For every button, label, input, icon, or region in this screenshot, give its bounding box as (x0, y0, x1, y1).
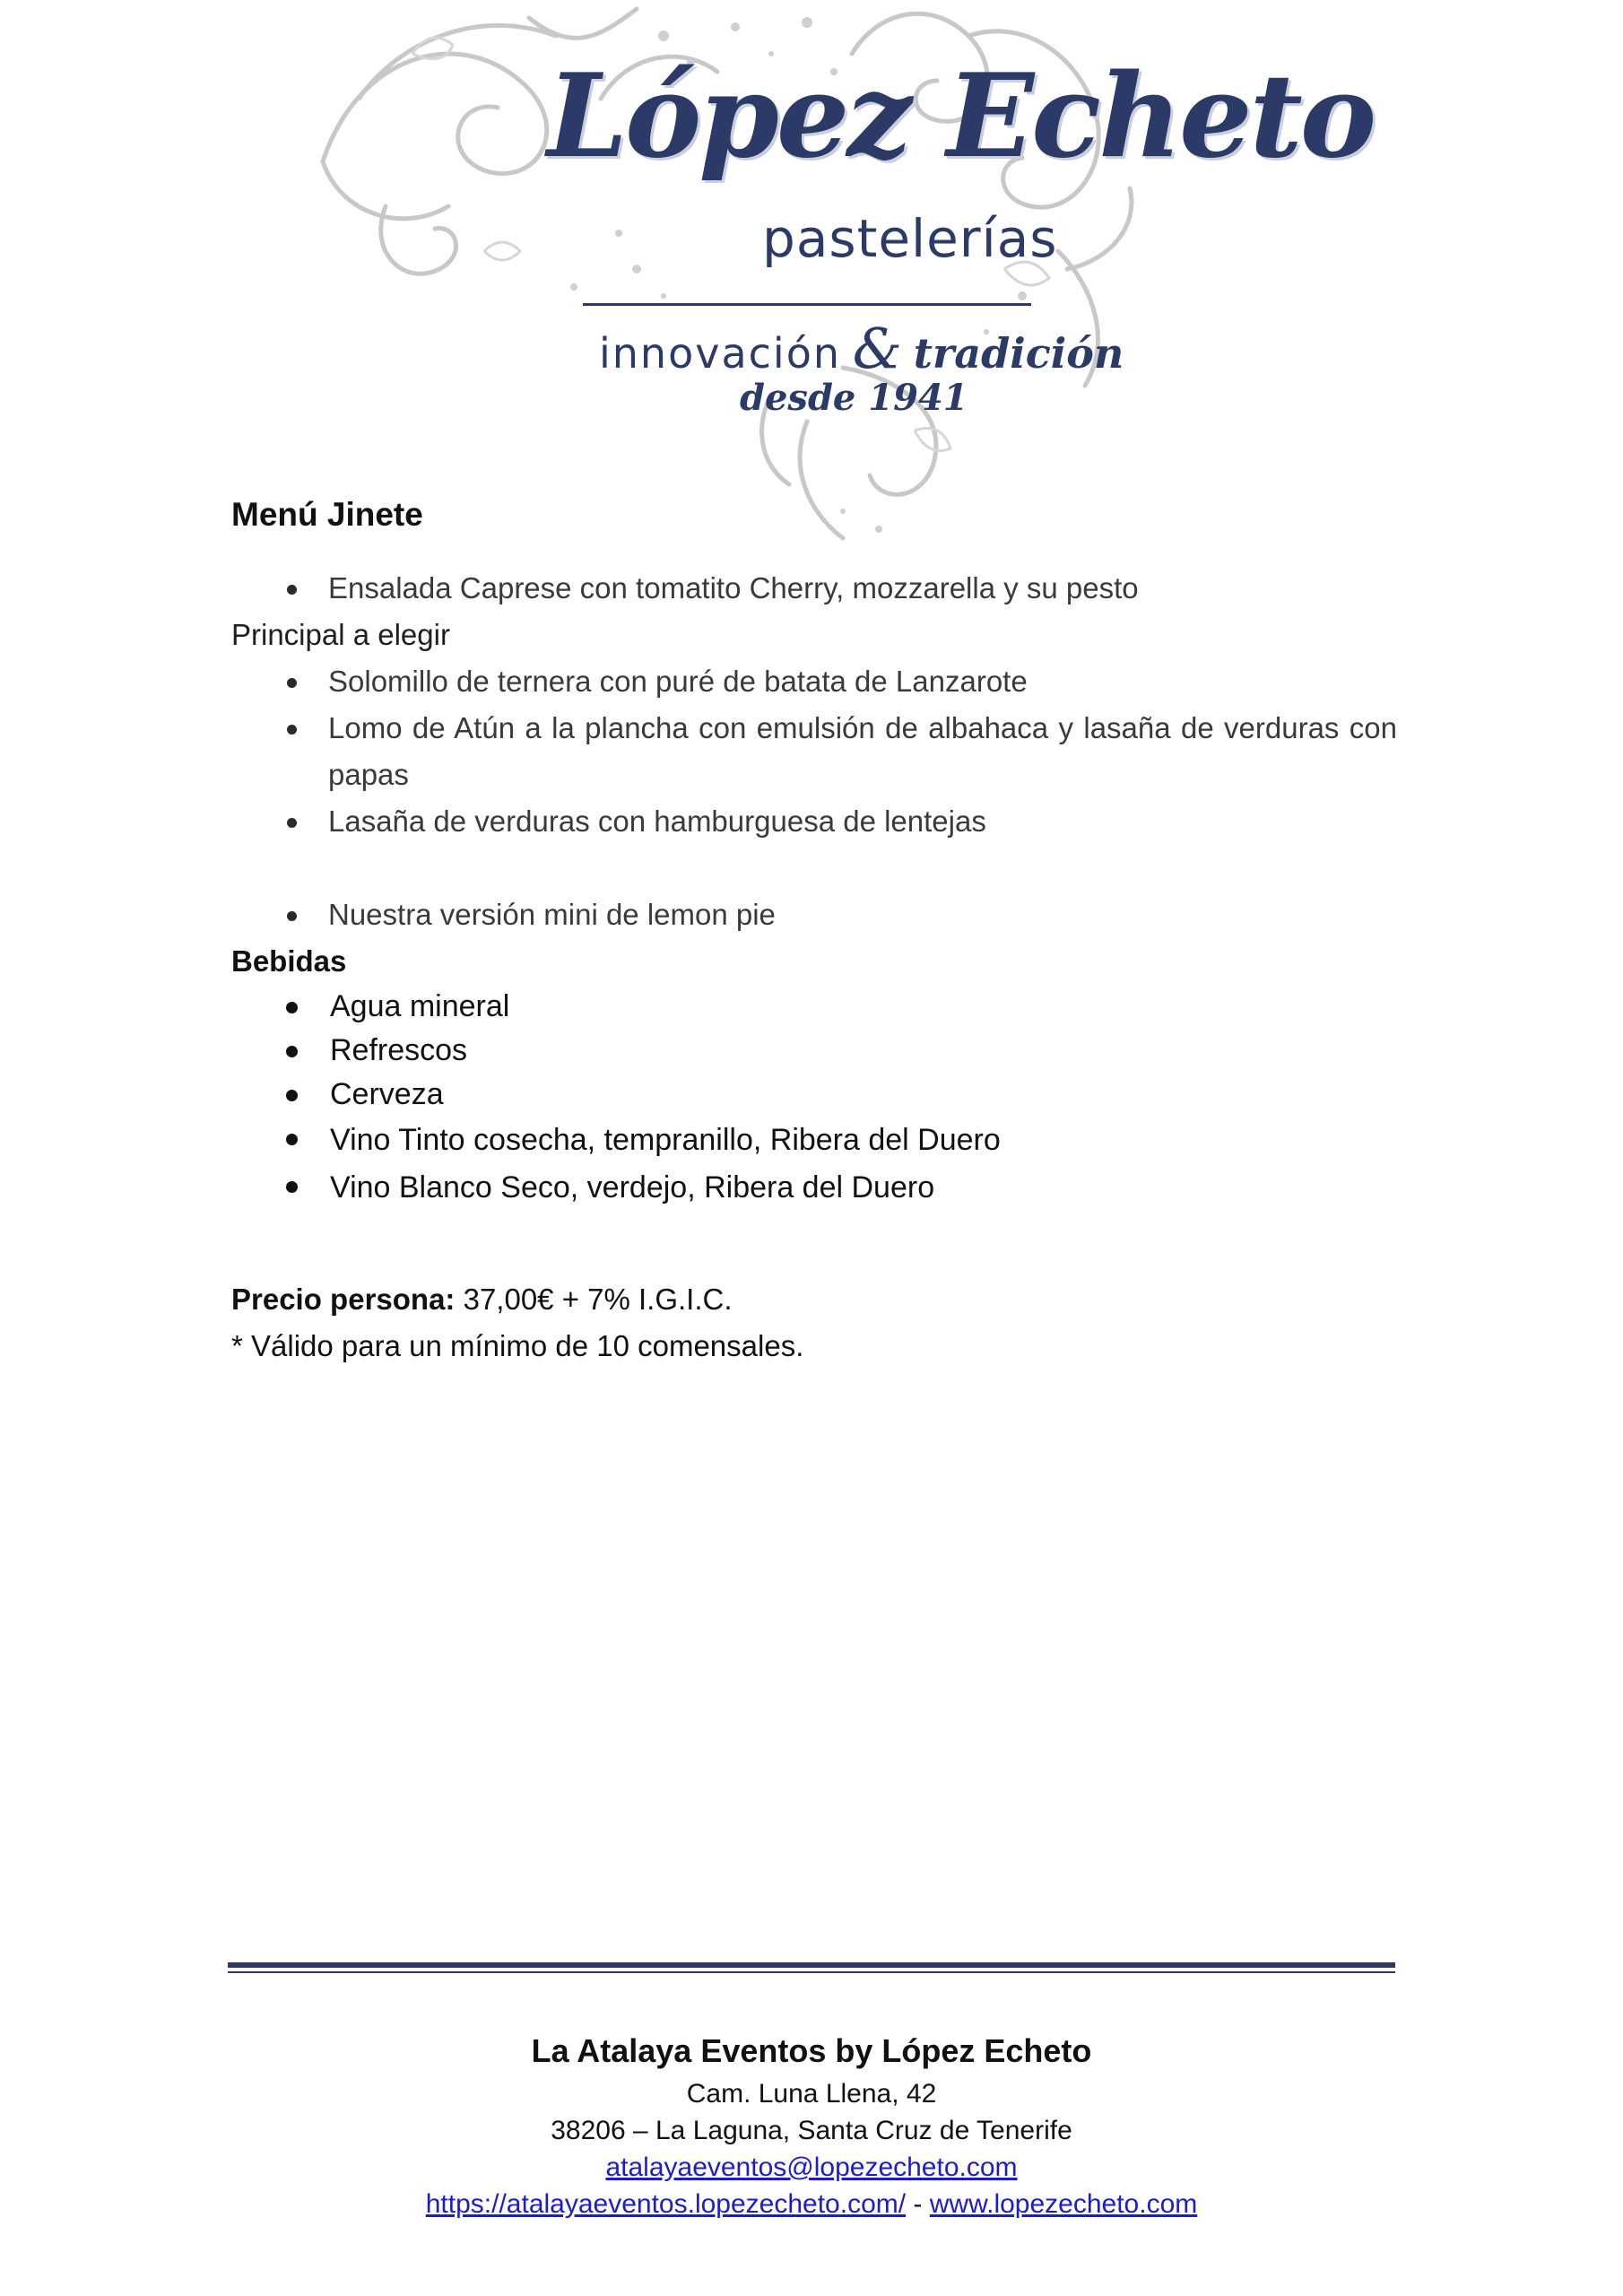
list-item: Nuestra versión mini de lemon pie (231, 891, 1397, 938)
list-item: Lasaña de verduras con hamburguesa de lentejas (231, 798, 1397, 845)
logo (305, 0, 1375, 547)
list-item: Refrescos (231, 1029, 1397, 1073)
price-value: 37,00€ + 7% I.G.I.C. (463, 1283, 733, 1316)
brand-since: desde 1941 (740, 377, 968, 419)
email-link[interactable]: atalayaeventos@lopezecheto.com (605, 2152, 1018, 2182)
website-link-events[interactable]: https://atalayaeventos.lopezecheto.com/ (425, 2189, 907, 2219)
footer-divider-thin (228, 1971, 1395, 1973)
list-item: Vino Tinto cosecha, tempranillo, Ribera del Duero (231, 1117, 1397, 1164)
brand-subtitle: pastelerías (762, 208, 1058, 269)
menu-title: Menú Jinete (231, 496, 423, 533)
company-name: La Atalaya Eventos by López Echeto (531, 2032, 1092, 2069)
list-item: Ensalada Caprese con tomatito Cherry, mozzarella y su pesto (231, 565, 1397, 612)
motto-innovation: innovación (599, 329, 842, 378)
spacer (231, 845, 1397, 891)
list-item: Cerveza (231, 1073, 1397, 1117)
drinks-list (231, 985, 1397, 1212)
menu-content (231, 491, 1397, 1370)
logo-divider (583, 303, 1031, 306)
minimum-guests-note: * Válido para un mínimo de 10 comensales. (231, 1329, 804, 1362)
list-item: Vino Blanco Seco, verdejo, Ribera del Duero (231, 1164, 1397, 1212)
motto-tradition: tradición (913, 329, 1124, 378)
address-line-1: Cam. Luna Llena, 42 (686, 2079, 937, 2109)
list-item: Agua mineral (231, 985, 1397, 1029)
drinks-heading: Bebidas (231, 944, 347, 978)
link-separator: - (913, 2189, 923, 2219)
address-line-2: 38206 – La Laguna, Santa Cruz de Tenerife (551, 2116, 1072, 2145)
brand-name: López Echeto (547, 49, 1375, 184)
main-course-list (231, 658, 1397, 845)
price-line (231, 1276, 1397, 1323)
website-link-main[interactable]: www.lopezecheto.com (929, 2189, 1198, 2219)
price-label: Precio persona: (231, 1283, 456, 1316)
list-item: Solomillo de ternera con puré de batata de Lanzarote (231, 658, 1397, 705)
starter-list (231, 565, 1397, 612)
brand-motto (599, 316, 1124, 381)
dessert-list (231, 891, 1397, 938)
footer-divider (228, 1962, 1395, 1968)
main-course-heading: Principal a elegir (231, 618, 450, 651)
motto-ampersand: & (852, 316, 902, 381)
footer (0, 2027, 1623, 2222)
list-item: Lomo de Atún a la plancha con emulsión de albahaca y lasaña de verduras con papas (231, 705, 1397, 798)
